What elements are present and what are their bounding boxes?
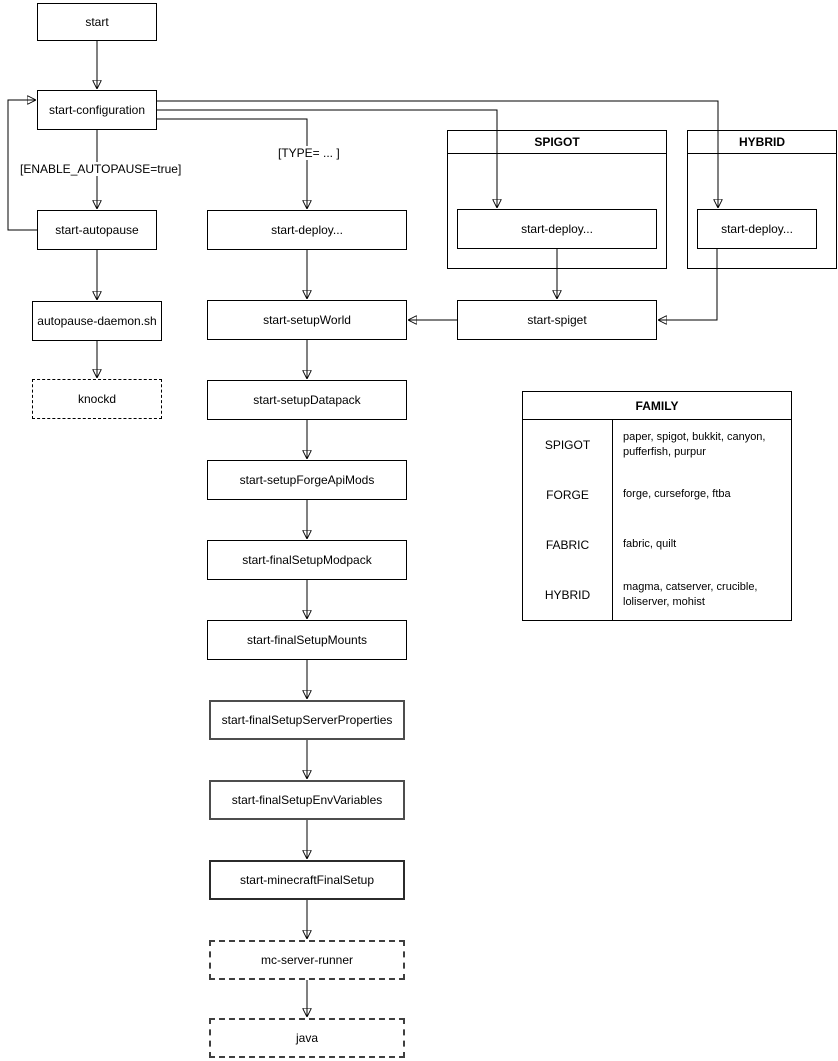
group-spigot-title: SPIGOT — [448, 131, 666, 154]
node-start-deploy: start-deploy... — [207, 210, 407, 250]
node-start-spiget: start-spiget — [457, 300, 657, 340]
node-java: java — [209, 1018, 405, 1058]
family-cell-forge: FORGE — [523, 470, 613, 520]
family-cell-spigot: SPIGOT — [523, 420, 613, 470]
node-start: start — [37, 3, 157, 41]
edge-hybrid-deploy-to-spiget — [658, 249, 717, 320]
node-start-finalsetupmodpack: start-finalSetupModpack — [207, 540, 407, 580]
members-cell-forge: forge, curseforge, ftba — [623, 488, 731, 501]
node-knockd: knockd — [32, 379, 162, 419]
family-cell-hybrid: HYBRID — [523, 570, 613, 620]
node-start-finalsetupmounts: start-finalSetupMounts — [207, 620, 407, 660]
node-start-setupworld: start-setupWorld — [207, 300, 407, 340]
node-start-setupdatapack: start-setupDatapack — [207, 380, 407, 420]
edge-configuration-to-hybrid-deploy — [157, 101, 718, 208]
node-start-autopause: start-autopause — [37, 210, 157, 250]
members-cell-hybrid: magma, catserver, crucible, loliserver, mohist — [623, 580, 758, 608]
node-hybrid-start-deploy: start-deploy... — [697, 209, 817, 249]
node-autopause-daemon: autopause-daemon.sh — [32, 301, 162, 341]
family-table-title: FAMILY — [523, 392, 791, 420]
node-start-configuration: start-configuration — [37, 90, 157, 130]
group-hybrid-title: HYBRID — [688, 131, 836, 154]
node-start-minecraftfinalsetup: start-minecraftFinalSetup — [209, 860, 405, 900]
node-start-finalsetupenvvariables: start-finalSetupEnvVariables — [209, 780, 405, 820]
members-cell-spigot: paper, spigot, bukkit, canyon, pufferfish, purpur — [623, 430, 766, 458]
family-cell-fabric: FABRIC — [523, 520, 613, 570]
members-cell-fabric: fabric, quilt — [623, 538, 677, 551]
node-mc-server-runner: mc-server-runner — [209, 940, 405, 980]
edge-label-type: [TYPE= ... ] — [278, 146, 340, 160]
node-start-setupforgeapimods: start-setupForgeApiMods — [207, 460, 407, 500]
edge-label-enable-autopause: [ENABLE_AUTOPAUSE=true] — [20, 162, 182, 176]
node-spigot-start-deploy: start-deploy... — [457, 209, 657, 249]
node-start-finalsetupserverproperties: start-finalSetupServerProperties — [209, 700, 405, 740]
